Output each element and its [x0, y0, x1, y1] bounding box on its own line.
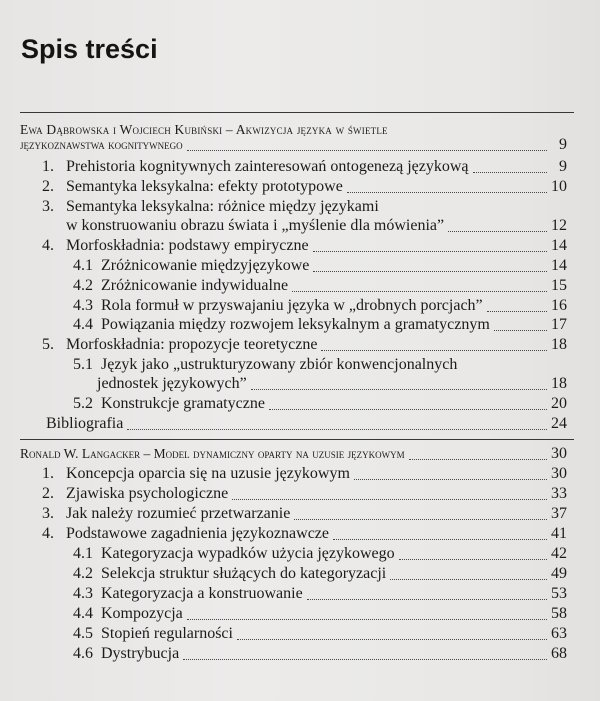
dot-leader: [187, 150, 547, 151]
toc-subentry-continuation[interactable]: [20, 374, 567, 394]
entry-title: Język jako „ustrukturyzowany zbiór konwencjonalnych: [101, 356, 458, 373]
dot-leader: [307, 599, 547, 600]
entry-number: 4.6: [73, 645, 93, 662]
entry-page: 20: [551, 395, 567, 412]
entry-number: 4.2: [73, 277, 93, 294]
entry-title: Zróżnicowanie międzyjęzykowe: [101, 257, 310, 274]
entry-page: 10: [551, 178, 567, 195]
toc-subentry[interactable]: [20, 296, 567, 316]
entry-number: 4.4: [73, 316, 93, 333]
entry-number: 4.5: [73, 625, 93, 642]
entry-number: 4.1: [73, 257, 93, 274]
entry-number: 4.: [42, 237, 54, 254]
entry-number: 4.: [42, 525, 54, 542]
entry-number: 2.: [42, 485, 54, 502]
entry-title: Rola formuł w przyswajaniu języka w „drobnych porcjach”: [101, 297, 483, 314]
dot-leader: [448, 231, 547, 232]
entry-title: Podstawowe zagadnienia językoznawcze: [66, 525, 329, 542]
entry-page: 41: [551, 525, 567, 542]
entry-title: Kategoryzacja wypadków użycia językowego: [101, 545, 395, 562]
entry-title: Zróżnicowanie indywidualne: [101, 277, 289, 294]
entry-number: 5.2: [73, 395, 93, 412]
entry-page: 33: [551, 485, 567, 502]
entry-number: 2.: [42, 178, 54, 195]
toc-entry[interactable]: [20, 335, 567, 355]
dot-leader: [294, 519, 547, 520]
dot-leader: [390, 579, 547, 580]
toc-subentry[interactable]: [20, 256, 567, 276]
dot-leader: [321, 350, 547, 351]
entry-title: Koncepcja oparcia się na uzusie językowym: [66, 465, 350, 482]
dot-leader: [127, 429, 547, 430]
toc-entry-bibliography[interactable]: [20, 414, 567, 434]
entry-number: 4.2: [73, 565, 93, 582]
section1-heading-line2: językoznawstwa kognitywnego: [20, 137, 183, 152]
toc-entry-continuation[interactable]: [20, 216, 567, 236]
entry-number: 5.1: [73, 356, 93, 373]
toc-subentry[interactable]: [20, 604, 567, 624]
entry-number: 5.: [42, 336, 54, 353]
section2-heading-row: [20, 444, 567, 464]
dot-leader: [237, 639, 547, 640]
entry-title: Jak należy rozumieć przetwarzanie: [66, 505, 291, 522]
page-title: Spis treści: [21, 34, 158, 64]
entry-title: Semantyka leksykalna: różnice między językami: [66, 198, 379, 215]
entry-page: 15: [551, 277, 567, 294]
section1-page: 9: [559, 136, 567, 153]
toc-subentry[interactable]: [20, 644, 567, 664]
toc-entry[interactable]: [20, 177, 567, 197]
section2-page: 30: [551, 445, 567, 462]
entry-title: Prehistoria kognitywnych zainteresowań ontogenezą językową: [66, 158, 469, 175]
toc-subentry[interactable]: [20, 564, 567, 584]
entry-page: 68: [551, 645, 567, 662]
entry-title: Stopień regularności: [101, 625, 233, 642]
entry-title: Morfoskładnia: podstawy empiryczne: [66, 237, 309, 254]
entry-page: 49: [551, 565, 567, 582]
entry-number: 3.: [42, 505, 54, 522]
dot-leader: [269, 409, 547, 410]
entry-page: 42: [551, 545, 567, 562]
toc-entry[interactable]: [20, 484, 567, 504]
toc-subentry[interactable]: [20, 315, 567, 335]
entry-page: 14: [551, 257, 567, 274]
entry-page: 16: [551, 297, 567, 314]
dot-leader: [399, 559, 547, 560]
entry-title: Dystrybucja: [101, 645, 180, 662]
section-divider: [20, 112, 574, 113]
toc-entry[interactable]: [20, 524, 567, 544]
entry-number: 1.: [42, 158, 54, 175]
entry-page: 53: [551, 585, 567, 602]
dot-leader: [313, 251, 547, 252]
entry-page: 14: [551, 237, 567, 254]
entry-number: 4.3: [73, 585, 93, 602]
entry-title: Konstrukcje gramatyczne: [101, 395, 265, 412]
entry-number: 4.4: [73, 605, 93, 622]
dot-leader: [333, 539, 547, 540]
section2-heading: Ronald W. Langacker – Model dynamiczny oparty na uzusie językowym: [20, 446, 405, 461]
dot-leader: [187, 619, 547, 620]
toc-entry[interactable]: [20, 504, 567, 524]
entry-page: 18: [551, 336, 567, 353]
dot-leader: [354, 479, 547, 480]
dot-leader: [232, 499, 547, 500]
entry-page: 30: [551, 465, 567, 482]
entry-number: 1.: [42, 465, 54, 482]
dot-leader: [251, 389, 547, 390]
toc-subentry[interactable]: [20, 624, 567, 644]
entry-title: Zjawiska psychologiczne: [66, 485, 229, 502]
toc-subentry[interactable]: [20, 584, 567, 604]
toc-entry[interactable]: [20, 157, 567, 177]
toc-entry[interactable]: [20, 236, 567, 256]
entry-page: 24: [551, 415, 567, 432]
entry-title: Powiązania między rozwojem leksykalnym a gramatycznym: [101, 316, 490, 333]
entry-title: jednostek językowych”: [97, 375, 247, 392]
dot-leader: [292, 291, 547, 292]
dot-leader: [473, 172, 547, 173]
dot-leader: [313, 271, 547, 272]
entry-page: 58: [551, 605, 567, 622]
dot-leader: [487, 311, 547, 312]
entry-number: 3.: [42, 198, 54, 215]
entry-title: Kompozycja: [101, 605, 183, 622]
entry-page: 9: [559, 158, 567, 175]
entry-page: 18: [551, 375, 567, 392]
toc-subentry[interactable]: [20, 544, 567, 564]
dot-leader: [183, 659, 547, 660]
entry-page: 63: [551, 625, 567, 642]
section1-heading-line1: Ewa Dąbrowska i Wojciech Kubiński – Akwizycja języka w świetle: [20, 122, 388, 137]
toc-subentry[interactable]: [20, 355, 567, 375]
dot-leader: [494, 330, 547, 331]
toc-entry[interactable]: [20, 197, 567, 217]
entry-title: w konstruowaniu obrazu świata i „myślenie dla mówienia”: [66, 217, 445, 234]
entry-number: 4.1: [73, 545, 93, 562]
toc-entry[interactable]: [20, 464, 567, 484]
entry-title: Morfoskładnia: propozycje teoretyczne: [66, 336, 318, 353]
section-divider: [20, 439, 574, 440]
entry-page: 37: [551, 505, 567, 522]
dot-leader: [347, 192, 547, 193]
entry-title: Kategoryzacja a konstruowanie: [101, 585, 303, 602]
toc-subentry[interactable]: [20, 394, 567, 414]
entry-page: 12: [551, 217, 567, 234]
section1-heading-row: [20, 135, 567, 155]
toc-subentry[interactable]: [20, 276, 567, 296]
entry-page: 17: [551, 316, 567, 333]
entry-title: Bibliografia: [46, 415, 124, 432]
entry-number: 4.3: [73, 297, 93, 314]
entry-title: Semantyka leksykalna: efekty prototypowe: [66, 178, 343, 195]
entry-title: Selekcja struktur służących do kategoryzacji: [101, 565, 387, 582]
dot-leader: [409, 459, 547, 460]
